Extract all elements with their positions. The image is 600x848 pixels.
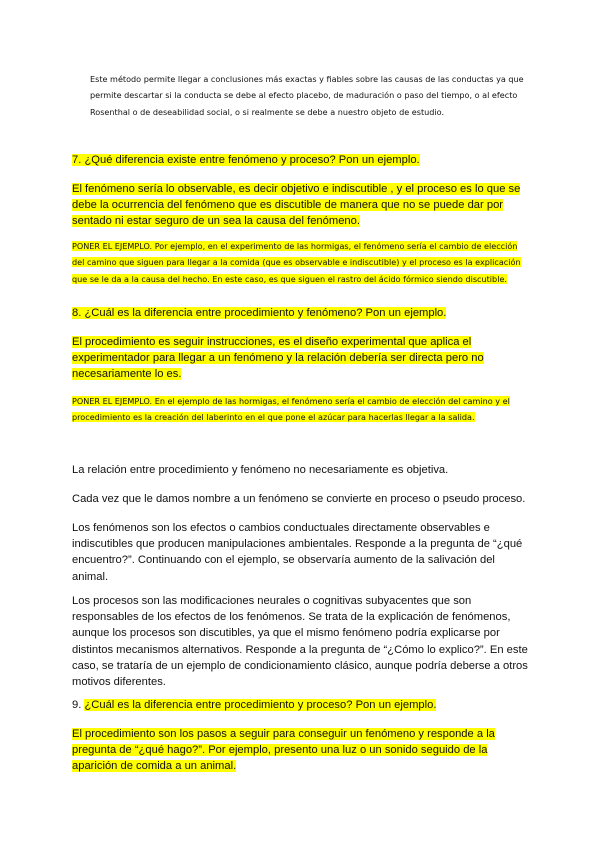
note-name-text: Cada vez que le damos nombre a un fenómeno se convierte en proceso o pseudo proceso.	[72, 493, 526, 505]
question-8-number: 8.	[72, 307, 82, 319]
question-7-question: ¿Qué diferencia existe entre fenómeno y proceso? Pon un ejemplo.	[84, 154, 420, 166]
question-8-example-text: PONER EL EJEMPLO. En el ejemplo de las hormigas, el fenómeno sería el cambio de elección del camino y el procedimiento es la creación del laberinto en el que pone el azúcar para hacerlas llegar a la salida.	[72, 396, 510, 423]
question-7-example-text: PONER EL EJEMPLO. Por ejemplo, en el experimento de las hormigas, el fenómeno sería el cambio de elección del camino que siguen para llegar a la comida (que es observable e indiscutible) y el proceso es la explicación que se le da a la causa del hecho. En este caso, es que siguen el rastro del ácido fórmico siendo discutible.	[72, 241, 521, 284]
intro-text: Este método permite llegar a conclusiones más exactas y fiables sobre las causas de las conductas ya que permite descartar si la conducta se debe al efecto placebo, de maduración o paso del tiempo, o al efecto Rosenthal o de deseabilidad social, o si realmente se debe a nuestro objeto de estudio.	[90, 74, 524, 117]
question-7-number: 7.	[72, 154, 82, 166]
question-8-text	[72, 307, 446, 319]
question-8-question: ¿Cuál es la diferencia entre procedimiento y fenómeno? Pon un ejemplo.	[84, 307, 447, 319]
question-9-number: 9.	[72, 699, 82, 711]
note-name	[72, 491, 542, 507]
question-8-answer	[72, 334, 522, 383]
question-8-heading	[72, 305, 542, 321]
question-7-example	[72, 238, 532, 287]
question-9-answer-text: El procedimiento son los pasos a seguir para conseguir un fenómeno y responde a la pregunta de “¿qué hago?”. Por ejemplo, presento una luz o un sonido seguido de la aparición de comida a un animal.	[72, 728, 495, 773]
question-7-heading	[72, 152, 542, 168]
note-relation	[72, 462, 542, 478]
question-7-text	[72, 154, 420, 166]
question-9-heading	[72, 697, 542, 713]
note-fenomenos	[72, 520, 527, 585]
note-procesos-text: Los procesos son las modificaciones neurales o cognitivas subyacentes que son responsables de los efectos de los fenómenos. Se trata de la explicación de fenómenos, aunque los procesos son discutibles, ya que el mismo fenómeno podría explicarse por distintos mecanismos alternativos. Responde a la pregunta de “¿Cómo lo explico?”. En este caso, se trataría de un ejemplo de condicionamiento clásico, aunque podría deberse a otros motivos diferentes.	[72, 595, 528, 689]
note-fenomenos-text: Los fenómenos son los efectos o cambios conductuales directamente observables e indiscutibles que producen manipulaciones ambientales. Responde a la pregunta de “¿qué encuentro?”. Continuando con el ejemplo, se observaría aumento de la salivación del animal.	[72, 522, 523, 583]
note-procesos	[72, 593, 534, 690]
question-9-answer	[72, 726, 522, 775]
question-9-question: ¿Cuál es la diferencia entre procedimiento y proceso? Pon un ejemplo.	[84, 699, 437, 711]
question-7-answer-text: El fenómeno sería lo observable, es decir objetivo e indiscutible , y el proceso es lo que se debe la ocurrencia del fenómeno que es discutible de manera que no se puede dar por sentado ni estar seguro de un sea la causa del fenómeno.	[72, 183, 521, 228]
intro-paragraph	[90, 71, 530, 120]
note-relation-text: La relación entre procedimiento y fenómeno no necesariamente es objetiva.	[72, 464, 449, 476]
question-8-answer-text: El procedimiento es seguir instrucciones, es el diseño experimental que aplica el experimentador para llegar a un fenómeno y la relación debería ser directa pero no necesariamente lo es.	[72, 336, 484, 381]
question-8-example	[72, 393, 532, 426]
question-7-answer	[72, 181, 534, 230]
